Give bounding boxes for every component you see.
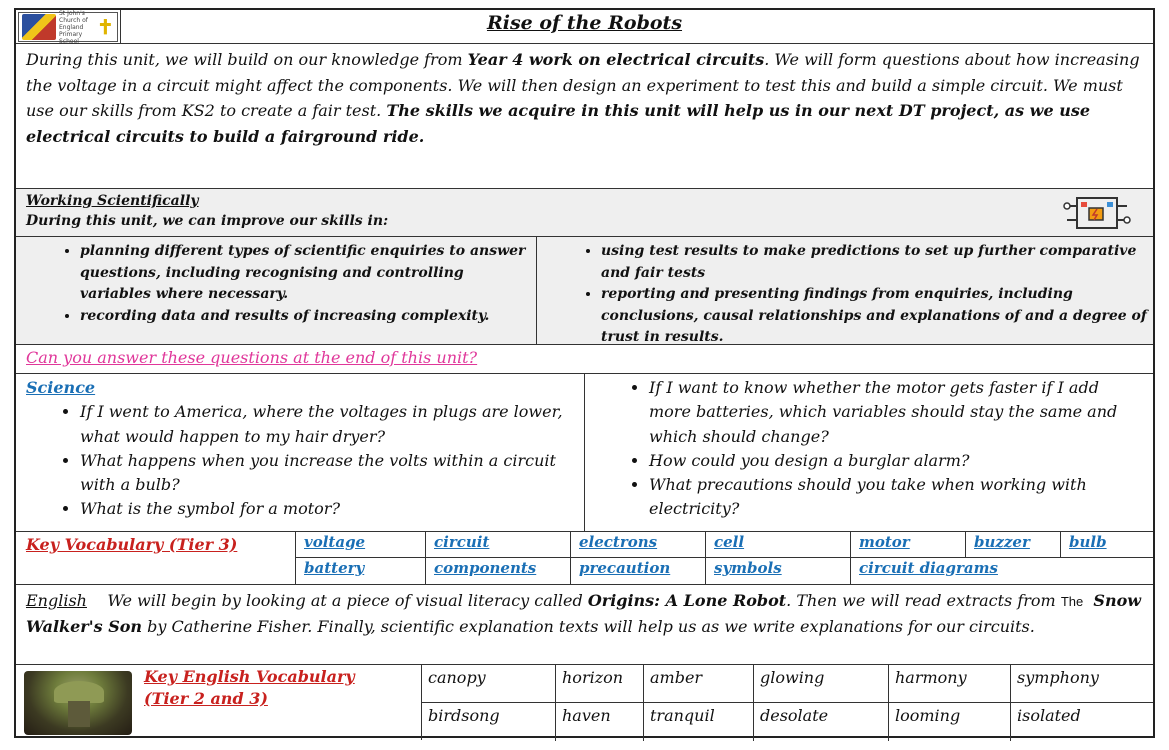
english-word: harmony [889, 665, 1011, 703]
intro-bold-1: Year 4 work on electrical circuits [467, 50, 765, 69]
header-row [16, 10, 1153, 44]
ws-left-item: • planning different types of scientific enquiries to answer questions, including recognising and controlling variables where necessary. [80, 241, 536, 306]
question-item: • What is the symbol for a motor? [80, 497, 566, 521]
ws-right-column [537, 237, 1153, 344]
english-bold-2: Snow Walker's Son [26, 591, 1142, 636]
english-word: birdsong [422, 703, 556, 741]
ws-right-item: • reporting and presenting findings from enquiries, including conclusions, causal relationships and explanations of and a degree of trust in results. [601, 284, 1153, 344]
english-bold-1: Origins: A Lone Robot [587, 591, 787, 610]
english-word: amber [644, 665, 754, 703]
robot-image [24, 671, 132, 735]
page-title: Rise of the Robots [486, 12, 683, 34]
vocab-word: components [426, 558, 571, 584]
english-vocab-label-cell [16, 665, 422, 740]
vocab-word: motor [851, 532, 966, 558]
science-questions-right [585, 374, 1153, 531]
english-word: canopy [422, 665, 556, 703]
science-label: Science [26, 378, 96, 397]
english-label: English [26, 591, 87, 610]
key-vocabulary-row [16, 532, 1153, 585]
question-item: • If I want to know whether the motor gets faster if I add more batteries, which variables should stay the same and which should change? [649, 376, 1141, 449]
english-text-3: by Catherine Fisher. Finally, scientific explanation texts will help us as we write explanations for our circuits. [142, 617, 1035, 636]
ws-left-item: • recording data and results of increasing complexity. [80, 306, 536, 328]
ws-subheading: During this unit, we can improve our skills in: [26, 213, 389, 229]
english-word: isolated [1017, 706, 1081, 725]
english-the: The [1060, 594, 1084, 609]
question-item: • If I went to America, where the voltages in plugs are lower, what would happen to my hair dryer? [80, 400, 566, 449]
vocab-word: battery [296, 558, 426, 584]
question-item: • What happens when you increase the volts within a circuit with a bulb? [80, 449, 566, 498]
vocab-word: precaution [571, 558, 706, 584]
ws-right-item: • using test results to make predictions to set up further comparative and fair tests [601, 241, 1153, 284]
english-word: haven [556, 703, 644, 741]
english-vocabulary-row [16, 665, 1153, 740]
english-word: horizon [556, 665, 644, 703]
intro-text-2: . We will form questions about how increasing the voltage in a circuit might affect the components. We will then design an experiment to test this and build a simple circuit. We must use our skills from KS2 to create a fair test. [26, 50, 1140, 120]
vocab-word: voltage [296, 532, 426, 558]
ws-heading: Working Scientifically [26, 193, 199, 209]
vocab-word: circuit diagrams [859, 559, 998, 577]
english-text-1: We will begin by looking at a piece of visual literacy called [107, 591, 588, 610]
ws-left-column [16, 237, 537, 344]
circuit-board-icon [1063, 194, 1131, 232]
english-word: symphony [1011, 665, 1153, 703]
english-vocab-label: Key English Vocabulary (Tier 2 and 3) [144, 667, 355, 708]
vocab-word: symbols [706, 558, 851, 584]
intro-text-1: During this unit, we will build on our knowledge from [26, 50, 468, 69]
cross-icon: ✝ [97, 15, 114, 39]
questions-body [16, 374, 1153, 532]
english-paragraph [16, 585, 1153, 665]
vocab-word: circuit [426, 532, 571, 558]
working-scientifically-body [16, 237, 1153, 345]
questions-heading: Can you answer these questions at the end of this unit? [26, 348, 478, 367]
english-word: glowing [754, 665, 889, 703]
questions-heading-row [16, 345, 1153, 374]
intro-paragraph [16, 44, 1153, 189]
vocab-word: buzzer [966, 532, 1061, 558]
vocab-word: electrons [571, 532, 706, 558]
intro-bold-2: The skills we acquire in this unit will help us in our next DT project, as we use electrical circuits to build a fairground ride. [26, 101, 1091, 146]
vocab-word: cell [706, 532, 851, 558]
english-text-2: . Then we will read extracts from [786, 591, 1061, 610]
question-item: • What precautions should you take when working with electricity? [649, 473, 1141, 522]
key-vocabulary-label: Key Vocabulary (Tier 3) [16, 532, 296, 584]
question-item: • How could you design a burglar alarm? [649, 449, 1141, 473]
english-word: desolate [754, 703, 889, 741]
science-questions-left [16, 374, 585, 531]
vocab-word: bulb [1061, 532, 1153, 558]
school-name: St John's Church of England Primary School [59, 9, 88, 45]
knowledge-organiser [14, 8, 1155, 738]
english-word: tranquil [644, 703, 754, 741]
english-word: looming [889, 703, 1011, 741]
working-scientifically-header [16, 189, 1153, 237]
